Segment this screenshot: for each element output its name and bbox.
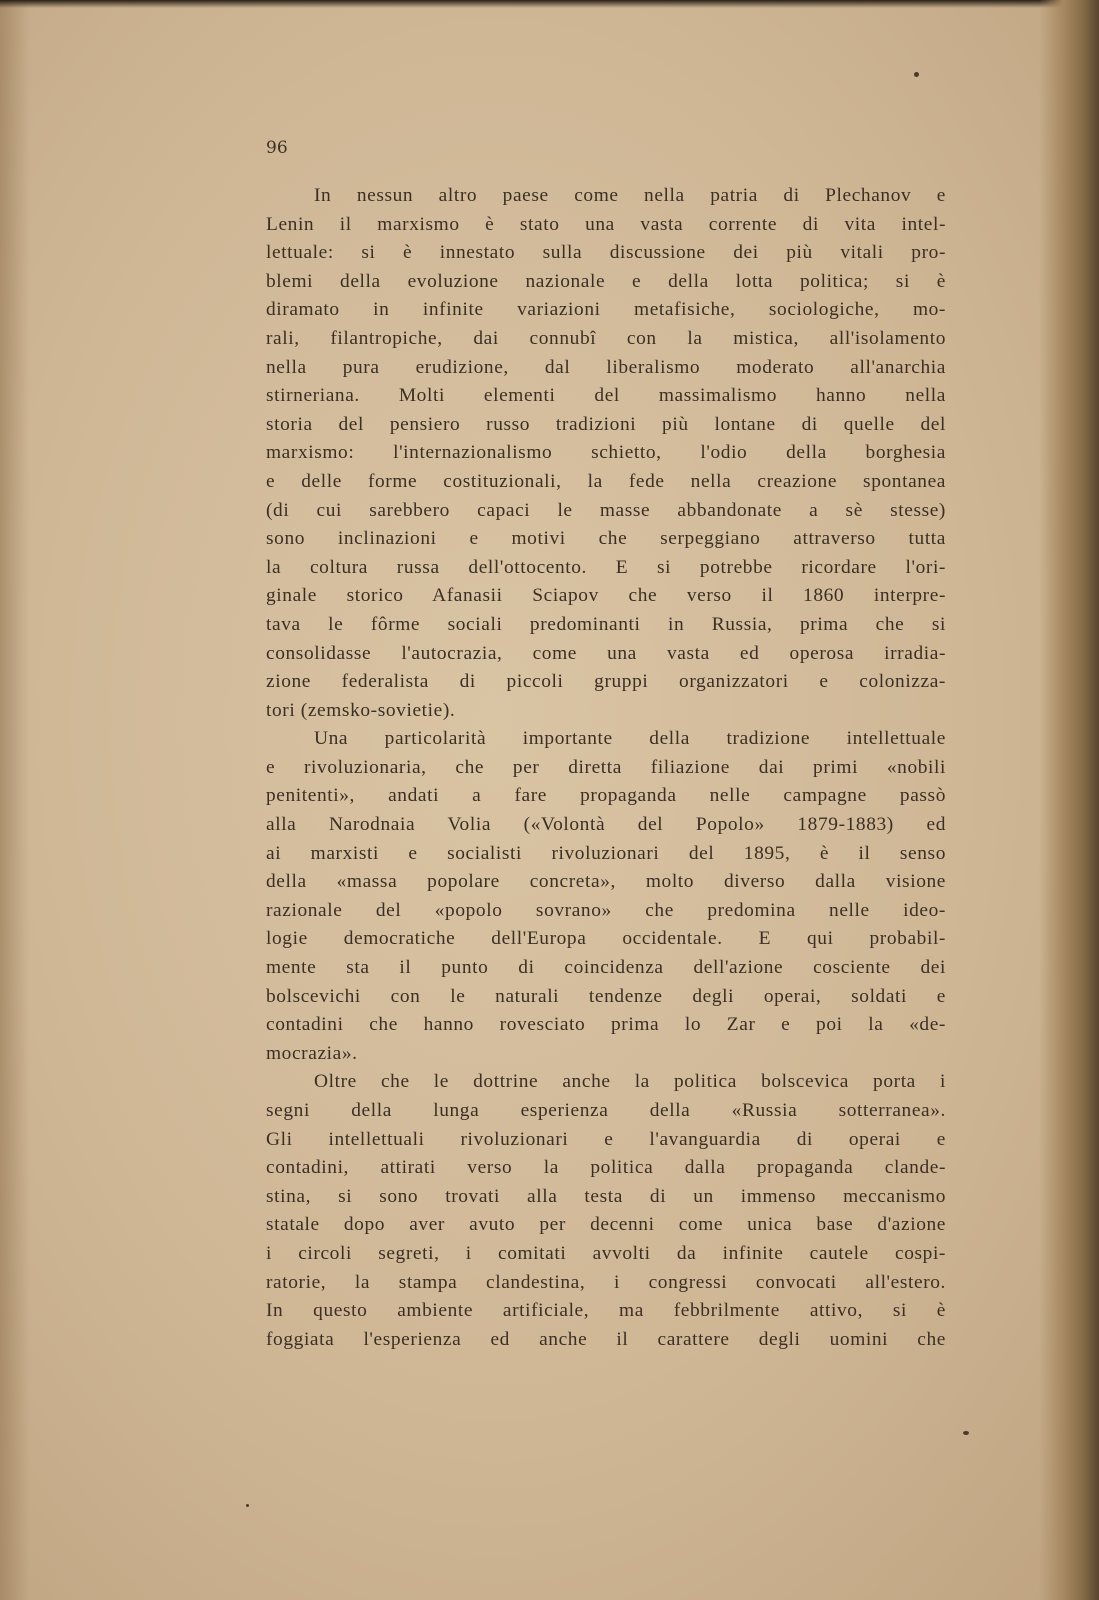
text-line: statale dopo aver avuto per decenni come unica base d'azione [266,1214,946,1236]
text-line: tori (zemsko-sovietie). [266,699,456,721]
ink-speck [246,1504,249,1507]
text-line: stirneriana. Molti elementi del massimalismo hanno nella [266,385,946,407]
text-line: storia del pensiero russo tradizioni più lontane di quelle del [266,413,946,435]
text-line: alla Narodnaia Volia («Volontà del Popolo» 1879-1883) ed [266,814,946,836]
text-line: razionale del «popolo sovrano» che predomina nelle ideo- [266,899,946,921]
text-line: bolscevichi con le naturali tendenze degli operai, soldati e [266,985,946,1007]
ink-speck [963,1431,969,1435]
text-line: i circoli segreti, i comitati avvolti da infinite cautele cospi- [266,1242,946,1264]
text-line: segni della lunga esperienza della «Russia sotterranea». [266,1100,946,1121]
text-line: consolidasse l'autocrazia, come una vasta ed operosa irradia- [266,642,946,664]
text-line: zione federalista di piccoli gruppi organizzatori e colonizza- [266,671,946,693]
text-line: marxismo: l'internazionalismo schietto, l'odio della borghesia [266,442,946,464]
top-page-edge [0,0,1099,8]
text-line: contadini, attirati verso la politica dalla propaganda clande- [266,1157,946,1179]
text-line: contadini che hanno rovesciato prima lo Zar e poi la «de- [266,1014,946,1036]
text-line: foggiata l'esperienza ed anche il carattere degli uomini che [266,1328,946,1350]
text-line: e delle forme costituzionali, la fede nella creazione spontanea [266,470,946,492]
text-line: In questo ambiente artificiale, ma febbrilmente attivo, si è [266,1300,946,1322]
page-number: 96 [266,138,288,158]
text-line: diramato in infinite variazioni metafisiche, sociologiche, mo- [266,299,946,321]
text-line: la coltura russa dell'ottocento. E si potrebbe ricordare l'ori- [266,556,946,578]
book-spine-edge [1039,0,1099,1600]
body-text [266,182,946,1354]
text-line: rali, filantropiche, dai connubî con la mistica, all'isolamento [266,327,946,349]
text-line: ai marxisti e socialisti rivoluzionari del 1895, è il senso [266,842,946,864]
text-line: mocrazia». [266,1042,358,1064]
text-line: sono inclinazioni e motivi che serpeggiano attraverso tutta [266,528,946,550]
text-line: nella pura erudizione, dal liberalismo moderato all'anarchia [266,356,946,378]
text-line: stina, si sono trovati alla testa di un immenso meccanismo [266,1185,946,1207]
text-line: ginale storico Afanasii Sciapov che verso il 1860 interpre- [266,585,946,607]
text-line: mente sta il punto di coincidenza dell'azione cosciente dei [266,957,946,979]
text-line: Lenin il marxismo è stato una vasta corrente di vita intel- [266,213,946,235]
ink-speck [914,72,919,77]
text-line: In nessun altro paese come nella patria di Plechanov e [314,185,946,206]
text-line: ratorie, la stampa clandestina, i congressi convocati all'estero. [266,1271,946,1293]
text-line: lettuale: si è innestato sulla discussione dei più vitali pro- [266,242,946,264]
text-line: della «massa popolare concreta», molto diverso dalla visione [266,871,946,893]
text-line: Gli intellettuali rivoluzionari e l'avanguardia di operai e [266,1128,946,1150]
text-line: penitenti», andati a fare propaganda nelle campagne passò [266,785,946,807]
text-line: tava le fôrme sociali predominanti in Russia, prima che si [266,613,946,635]
left-page-shadow [0,0,30,1600]
text-line: e rivoluzionaria, che per diretta filiazione dai primi «nobili [266,756,946,778]
text-line: Una particolarità importante della tradizione intellettuale [314,728,946,750]
text-line: blemi della evoluzione nazionale e della lotta politica; si è [266,270,946,292]
text-line: Oltre che le dottrine anche la politica bolscevica porta i [314,1071,946,1093]
text-line: logie democratiche dell'Europa occidentale. E qui probabil- [266,928,946,950]
text-line: (di cui sarebbero capaci le masse abbandonate a sè stesse) [266,499,946,521]
